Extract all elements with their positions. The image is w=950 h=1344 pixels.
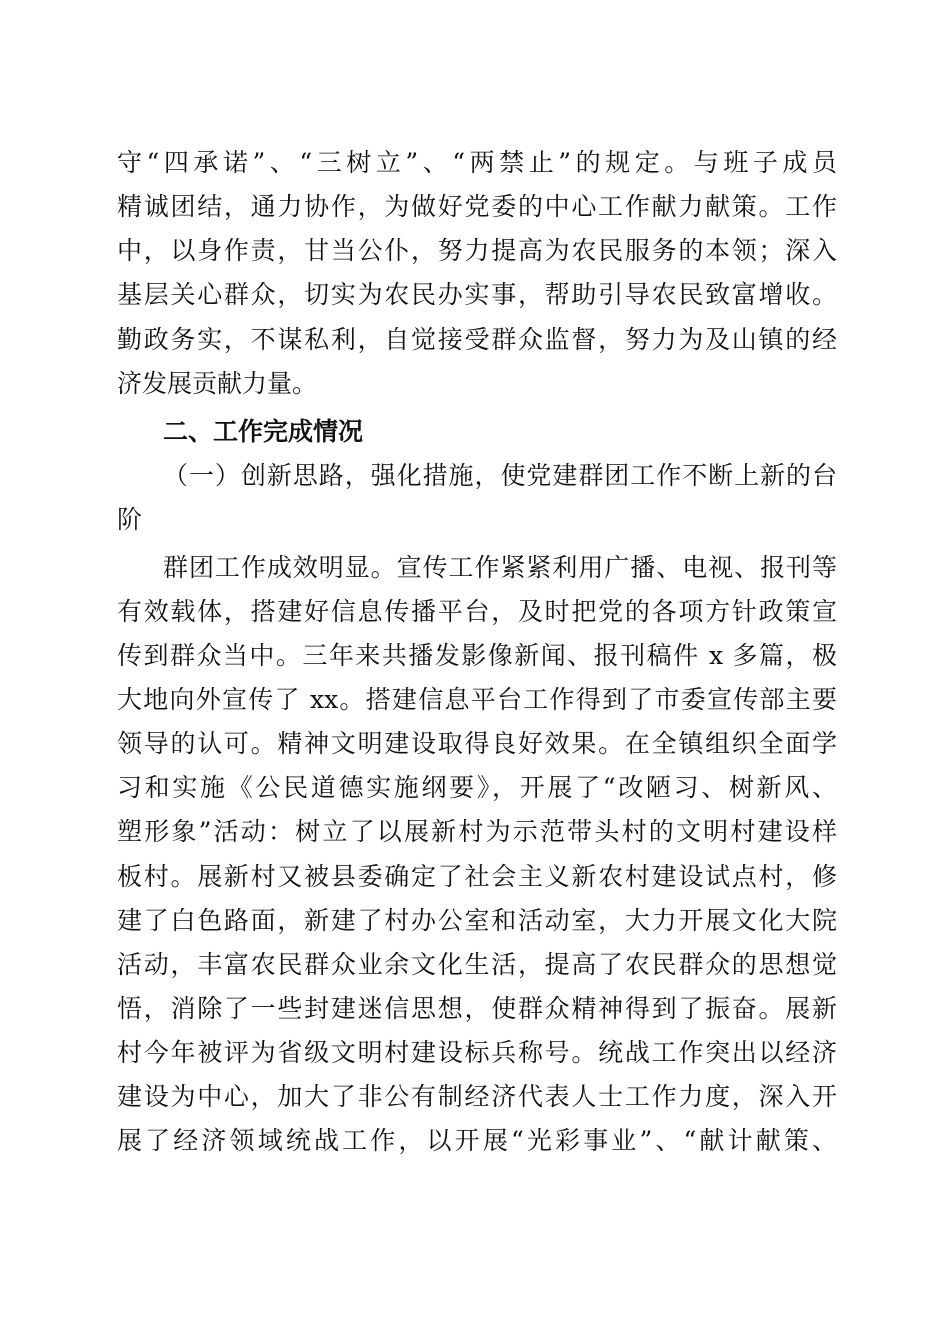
paragraph-line: 守“四承诺”、“三树立”、“两禁止”的规定。与班子成员: [117, 148, 837, 177]
paragraph-line: 勤政务实，不谋私利，自觉接受群众监督，努力为及山镇的经: [117, 325, 837, 354]
paragraph-line: 建设为中心，加大了非公有制经济代表人士工作力度，深入开: [117, 1082, 837, 1111]
paragraph-line: 习和实施《公民道德实施纲要》，开展了“改陋习、树新风、: [117, 773, 837, 802]
paragraph-line: 板村。展新村又被县委确定了社会主义新农村建设试点村，修: [117, 862, 837, 891]
paragraph-line: 传到群众当中。三年来共播发影像新闻、报刊稿件 x 多篇，极: [117, 641, 837, 670]
paragraph-line: 基层关心群众，切实为农民办实事，帮助引导农民致富增收。: [117, 280, 837, 309]
paragraph-line: 大地向外宣传了 xx。搭建信息平台工作得到了市委宣传部主要: [117, 685, 837, 714]
subheading-line: 阶: [117, 505, 143, 534]
paragraph-line: 精诚团结，通力协作，为做好党委的中心工作献力献策。工作: [117, 192, 837, 221]
paragraph-line: 建了白色路面，新建了村办公室和活动室，大力开展文化大院: [117, 906, 837, 935]
paragraph-line: 塑形象”活动：树立了以展新村为示范带头村的文明村建设样: [117, 817, 837, 846]
paragraph-line: 悟，消除了一些封建迷信思想，使群众精神得到了振奋。展新: [117, 994, 837, 1023]
paragraph-line: 有效载体，搭建好信息传播平台，及时把党的各项方针政策宣: [117, 597, 837, 626]
paragraph-line: 村今年被评为省级文明村建设标兵称号。统战工作突出以经济: [117, 1038, 837, 1067]
paragraph-line: 群团工作成效明显。宣传工作紧紧利用广播、电视、报刊等: [163, 553, 837, 582]
paragraph-line: 活动，丰富农民群众业余文化生活，提高了农民群众的思想觉: [117, 950, 837, 979]
section-heading: 二、工作完成情况: [163, 417, 364, 446]
paragraph-line: 展了经济领域统战工作，以开展“光彩事业”、“献计献策、: [117, 1126, 837, 1155]
paragraph-line: 领导的认可。精神文明建设取得良好效果。在全镇组织全面学: [117, 729, 837, 758]
paragraph-line: 济发展贡献力量。: [117, 369, 318, 398]
paragraph-line: 中，以身作责，甘当公仆，努力提高为农民服务的本领；深入: [117, 236, 837, 265]
subheading-line: （一）创新思路，强化措施，使党建群团工作不断上新的台: [163, 461, 837, 490]
